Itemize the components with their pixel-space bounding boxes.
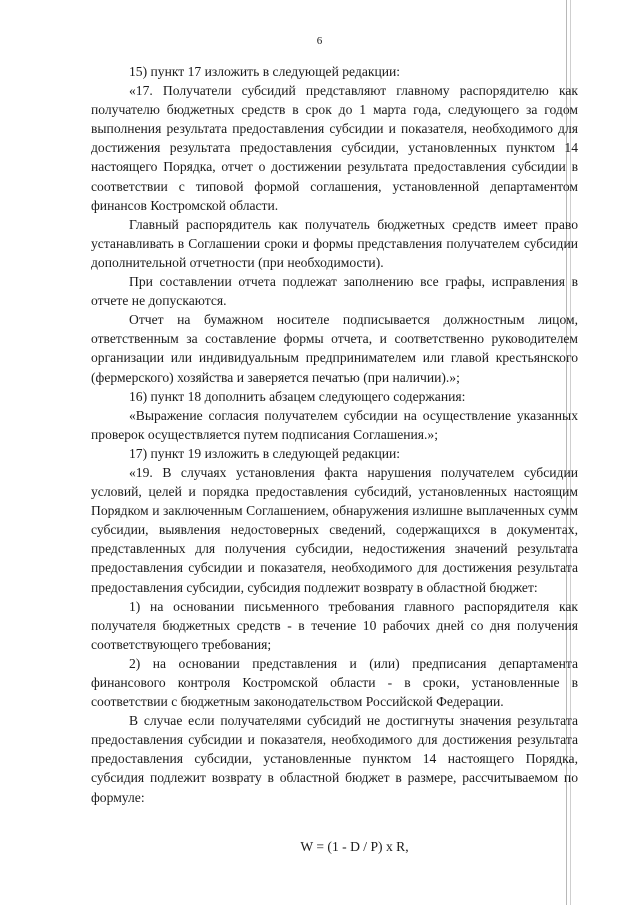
- paragraph: 16) пункт 18 дополнить абзацем следующего содержания:: [129, 388, 466, 404]
- paragraph: Главный распорядитель как получатель бюджетных средств имеет право устанавливать в Соглашении сроки и формы представления получателем субсидии дополнительной отчетности (при необходимости).: [91, 216, 578, 270]
- paragraph: При составлении отчета подлежат заполнению все графы, исправления в отчете не допускаются.: [91, 274, 578, 309]
- paragraph: 1) на основании письменного требования главного распорядителя как получателя бюджетных средств - в течение 10 рабочих дней со дня получения соответствующего требования;: [91, 598, 578, 652]
- paragraph: «17. Получатели субсидий представляют главному распорядителю как получателю бюджетных средств в срок до 1 марта года, следующего за годом выполнения результата предоставления субсидии и показателя, необходимого для достижения результата предоставления субсидии, установленных пунктом 14 настоящего Порядка, отчет о достижении результата предоставления субсидии в соответствии с типовой формой соглашения, установленной департаментом финансов Костромской области.: [91, 83, 578, 213]
- formula: W = (1 - D / P) x R,: [300, 838, 409, 854]
- paragraph: 17) пункт 19 изложить в следующей редакции:: [129, 445, 401, 461]
- paragraph: В случае если получателями субсидий не достигнуты значения результата предоставления субсидии и показателя, необходимого для достижения результата предоставления субсидии, установленные пунктом 14 настоящего Порядка, субсидия подлежит возврату в областной бюджет в размере, рассчитываемом по формуле:: [91, 713, 578, 805]
- paragraph: Отчет на бумажном носителе подписывается должностным лицом, ответственным за составление формы отчета, и соответственно руководителем организации или индивидуальным предпринимателем или главой крестьянского (фермерского) хозяйства и заверяется печатью (при наличии).»;: [91, 312, 578, 385]
- paragraph: 2) на основании представления и (или) предписания департамента финансового контроля Костромской области - в сроки, установленные в соответствии с бюджетным законодательством Российской Федерации.: [91, 655, 578, 710]
- document-body: [91, 62, 578, 856]
- page-number: 6: [316, 35, 323, 47]
- paragraph: «Выражение согласия получателем субсидии на осуществление указанных проверок осуществляется путем подписания Соглашения.»;: [91, 407, 578, 442]
- paragraph: «19. В случаях установления факта нарушения получателем субсидии условий, целей и порядка предоставления субсидий, установленных настоящим Порядком и заключенным Соглашением, обнаружения излишне выплаченных сумм субсидии, выявления недостоверных сведений, содержащихся в документах, представленных для получения субсидии, недостижения значений результата предоставления субсидии и показателя, необходимого для достижения результата предоставления субсидии, субсидия подлежит возврату в областной бюджет:: [91, 464, 578, 595]
- paragraph: 15) пункт 17 изложить в следующей редакции:: [129, 64, 401, 79]
